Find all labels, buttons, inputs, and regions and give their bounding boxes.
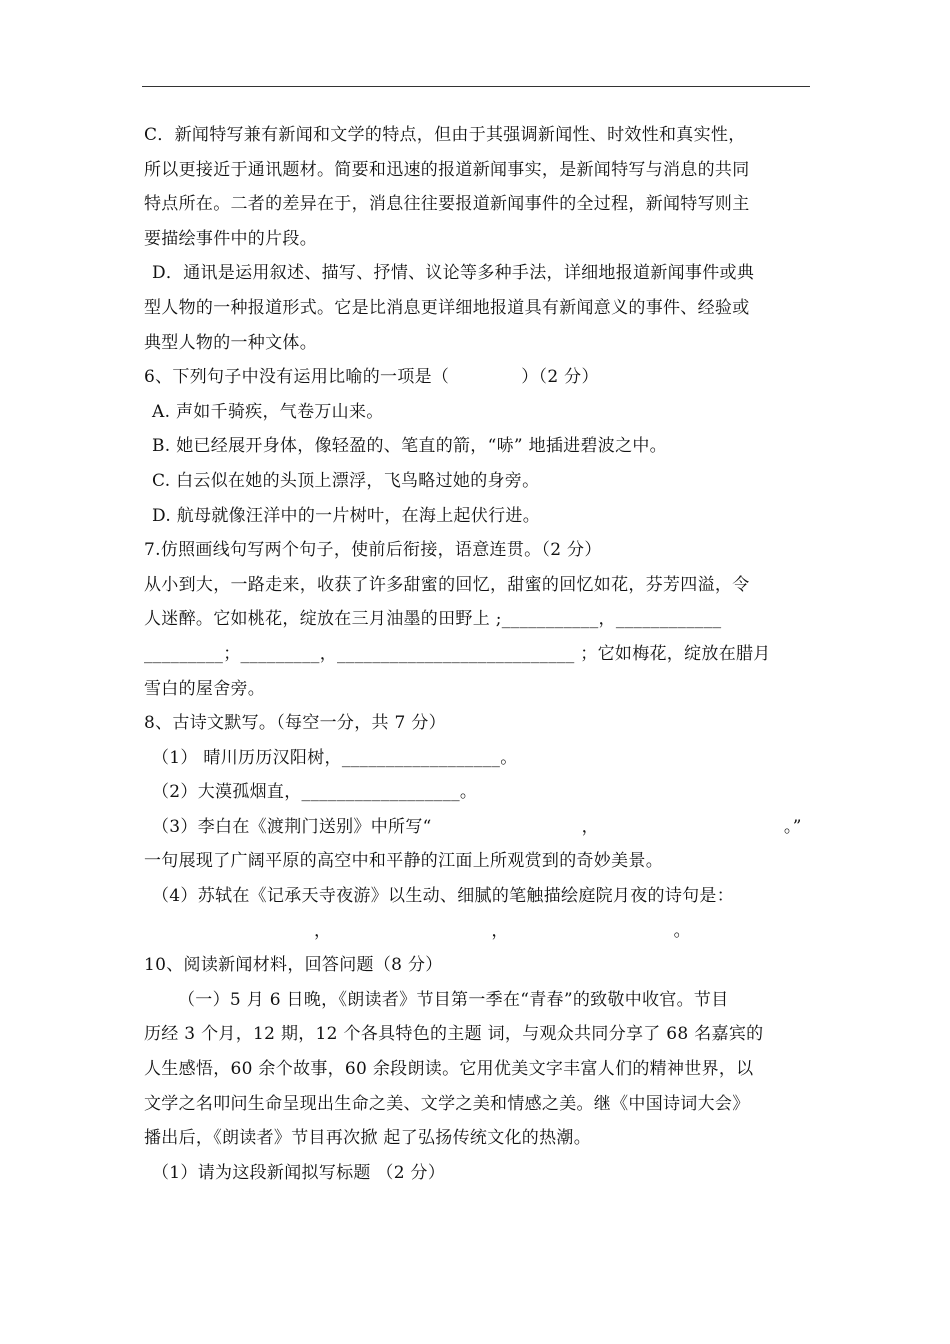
question-8-item-3 — [144, 810, 810, 845]
question-10-passage-line-4: 文学之名叩问生命呈现出生命之美、文学之美和情感之美。继《中国诗词大会》 — [144, 1093, 750, 1114]
question-8-item-1: （1） 晴川历历汉阳树，__________________。 — [152, 747, 518, 768]
question-10-passage-line-5: 播出后，《朗读者》节目再次掀 起了弘扬传统文化的热潮。 — [144, 1128, 592, 1149]
question-7-line-3: _________；_________，___________________________ ；它如梅花，绽放在腊月 — [144, 643, 771, 664]
question-6-stem-start: 6、下列句子中没有运用比喻的一项是（ — [144, 367, 450, 388]
question-7-line-1: 从小到大，一路走来，收获了许多甜蜜的回忆，甜蜜的回忆如花，芬芳四溢，令 — [144, 574, 750, 595]
question-6-stem-end: ）（2 分） — [521, 367, 599, 388]
question-10-passage-line-2: 历经 3 个月，12 期，12 个各具特色的主题 词，与观众共同分享了 68 名嘉宾的 — [144, 1024, 764, 1045]
question-8-item-4-comma-1: ， — [314, 920, 332, 941]
question-8-item-3-line-2: 一句展现了广阔平原的高空中和平静的江面上所观赏到的奇妙美景。 — [144, 851, 663, 872]
option-d-line-1: D．通讯是运用叙述、描写、抒情、议论等多种手法，详细地报道新闻事件或典 — [152, 263, 755, 284]
option-d-line-3: 典型人物的一种文体。 — [144, 332, 317, 353]
question-10-sub-1: （1）请为这段新闻拟写标题 （2 分） — [152, 1162, 446, 1183]
header-rule — [142, 86, 810, 87]
question-6-stem — [144, 360, 810, 395]
question-6-option-b: B. 她已经展开身体，像轻盈的、笔直的箭，“哧” 地插进碧波之中。 — [152, 436, 667, 457]
question-7-stem: 7.仿照画线句写两个句子，使前后衔接，语意连贯。（2 分） — [144, 540, 602, 561]
question-7-line-2: 人迷醉。它如桃花，绽放在三月油墨的田野上 ;___________，____________ — [144, 609, 722, 630]
option-c-line-4: 要描绘事件中的片段。 — [144, 228, 317, 249]
question-10-passage-line-1: （一）5 月 6 日晚，《朗读者》节目第一季在“青春”的致敬中收官。节目 — [178, 989, 729, 1010]
question-8-item-3-end: 。” — [783, 816, 802, 837]
question-8-item-4: （4）苏轼在《记承天寺夜游》以生动、细腻的笔触描绘庭院月夜的诗句是： — [152, 886, 735, 907]
question-7-line-4: 雪白的屋舍旁。 — [144, 678, 266, 699]
option-c-line-2: 所以更接近于通讯题材。简要和迅速的报道新闻事实，是新闻特写与消息的共同 — [144, 159, 750, 180]
question-10-passage-line-3: 人生感悟，60 余个故事，60 余段朗读。它用优美文字丰富人们的精神世界，以 — [144, 1059, 754, 1080]
question-6-option-c: C. 白云似在她的头顶上漂浮，飞鸟略过她的身旁。 — [152, 470, 540, 491]
question-8-item-3-comma: ， — [581, 816, 599, 837]
question-10-stem: 10、阅读新闻材料，回答问题（8 分） — [144, 955, 443, 976]
option-d-line-2: 型人物的一种报道形式。它是比消息更详细地报道具有新闻意义的事件、经验或 — [144, 297, 750, 318]
question-8-item-3-start: （3）李白在《渡荆门送别》中所写“ — [152, 816, 432, 837]
question-6-option-a: A. 声如千骑疾，气卷万山来。 — [152, 401, 384, 422]
question-8-item-2: （2）大漠孤烟直，__________________。 — [152, 782, 478, 803]
option-c-line-1: C．新闻特写兼有新闻和文学的特点，但由于其强调新闻性、时效性和真实性， — [144, 125, 746, 145]
document-body — [144, 118, 810, 1190]
question-6-option-d: D. 航母就像汪洋中的一片树叶，在海上起伏行进。 — [152, 505, 541, 526]
question-8-item-4-comma-2: ， — [491, 920, 509, 941]
question-8-item-4-answer-line — [144, 914, 810, 949]
question-8-stem: 8、古诗文默写。（每空一分，共 7 分） — [144, 713, 446, 734]
option-c-line-3: 特点所在。二者的差异在于，消息往往要报道新闻事件的全过程，新闻特写则主 — [144, 194, 750, 215]
question-8-item-4-end: 。 — [673, 920, 691, 941]
